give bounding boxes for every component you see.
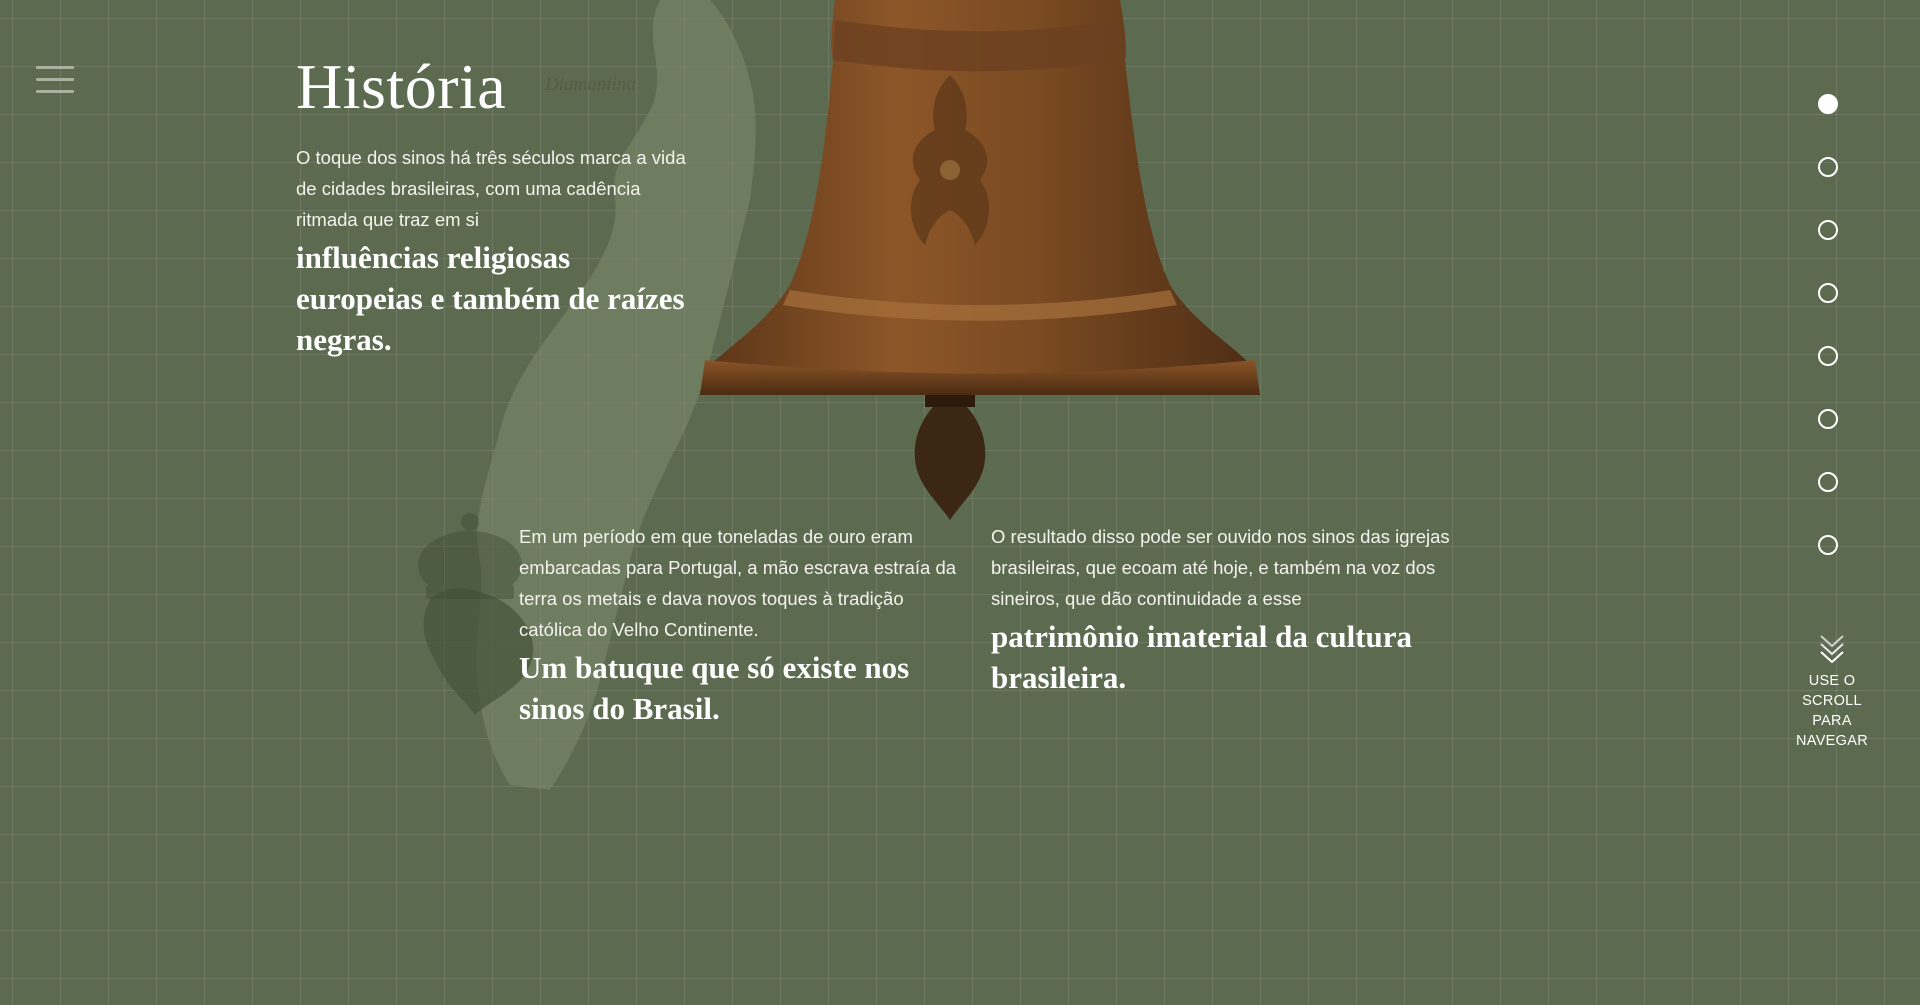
intro-section — [296, 142, 686, 360]
scroll-hint-line-4: NAVEGAR — [1796, 733, 1868, 749]
menu-button[interactable] — [36, 66, 74, 96]
history-section — [519, 521, 959, 729]
map-city-label: Diamantina — [545, 74, 636, 95]
scroll-hint-line-1: USE O — [1808, 673, 1856, 689]
intro-text: O toque dos sinos há três séculos marca a vida de cidades brasileiras, com uma cadência ritmada que traz em si — [296, 147, 686, 230]
scroll-hint — [1787, 633, 1877, 751]
heritage-section — [991, 521, 1501, 698]
scroll-hint-line-2: SCROLL — [1802, 693, 1862, 709]
nav-dot-3[interactable] — [1818, 220, 1838, 240]
intro-emphasis: influências religiosas europeias e também de raízes negras. — [296, 240, 685, 357]
section-navigation — [1818, 94, 1844, 598]
nav-dot-8[interactable] — [1818, 535, 1838, 555]
nav-dot-6[interactable] — [1818, 409, 1838, 429]
nav-dot-5[interactable] — [1818, 346, 1838, 366]
page-title: História — [296, 51, 507, 122]
nav-dot-4[interactable] — [1818, 283, 1838, 303]
nav-dot-7[interactable] — [1818, 472, 1838, 492]
history-text: Em um período em que toneladas de ouro eram embarcadas para Portugal, a mão escrava estraía da terra os metais e dava novos toques à tradição católica do Velho Continente. — [519, 526, 957, 640]
hamburger-menu-icon — [36, 66, 74, 69]
double-chevron-down-icon — [1818, 633, 1846, 663]
scroll-hint-line-3: PARA — [1812, 713, 1852, 729]
nav-dot-2[interactable] — [1818, 157, 1838, 177]
history-emphasis: Um batuque que só existe nos sinos do Brasil. — [519, 650, 910, 726]
nav-dot-1[interactable] — [1818, 94, 1838, 114]
heritage-text: O resultado disso pode ser ouvido nos sinos das igrejas brasileiras, que ecoam até hoje, e também na voz dos sineiros, que dão continuidade a esse — [991, 526, 1450, 609]
church-bell-image — [695, 0, 1265, 525]
heritage-emphasis: patrimônio imaterial da cultura brasileira. — [991, 619, 1413, 695]
